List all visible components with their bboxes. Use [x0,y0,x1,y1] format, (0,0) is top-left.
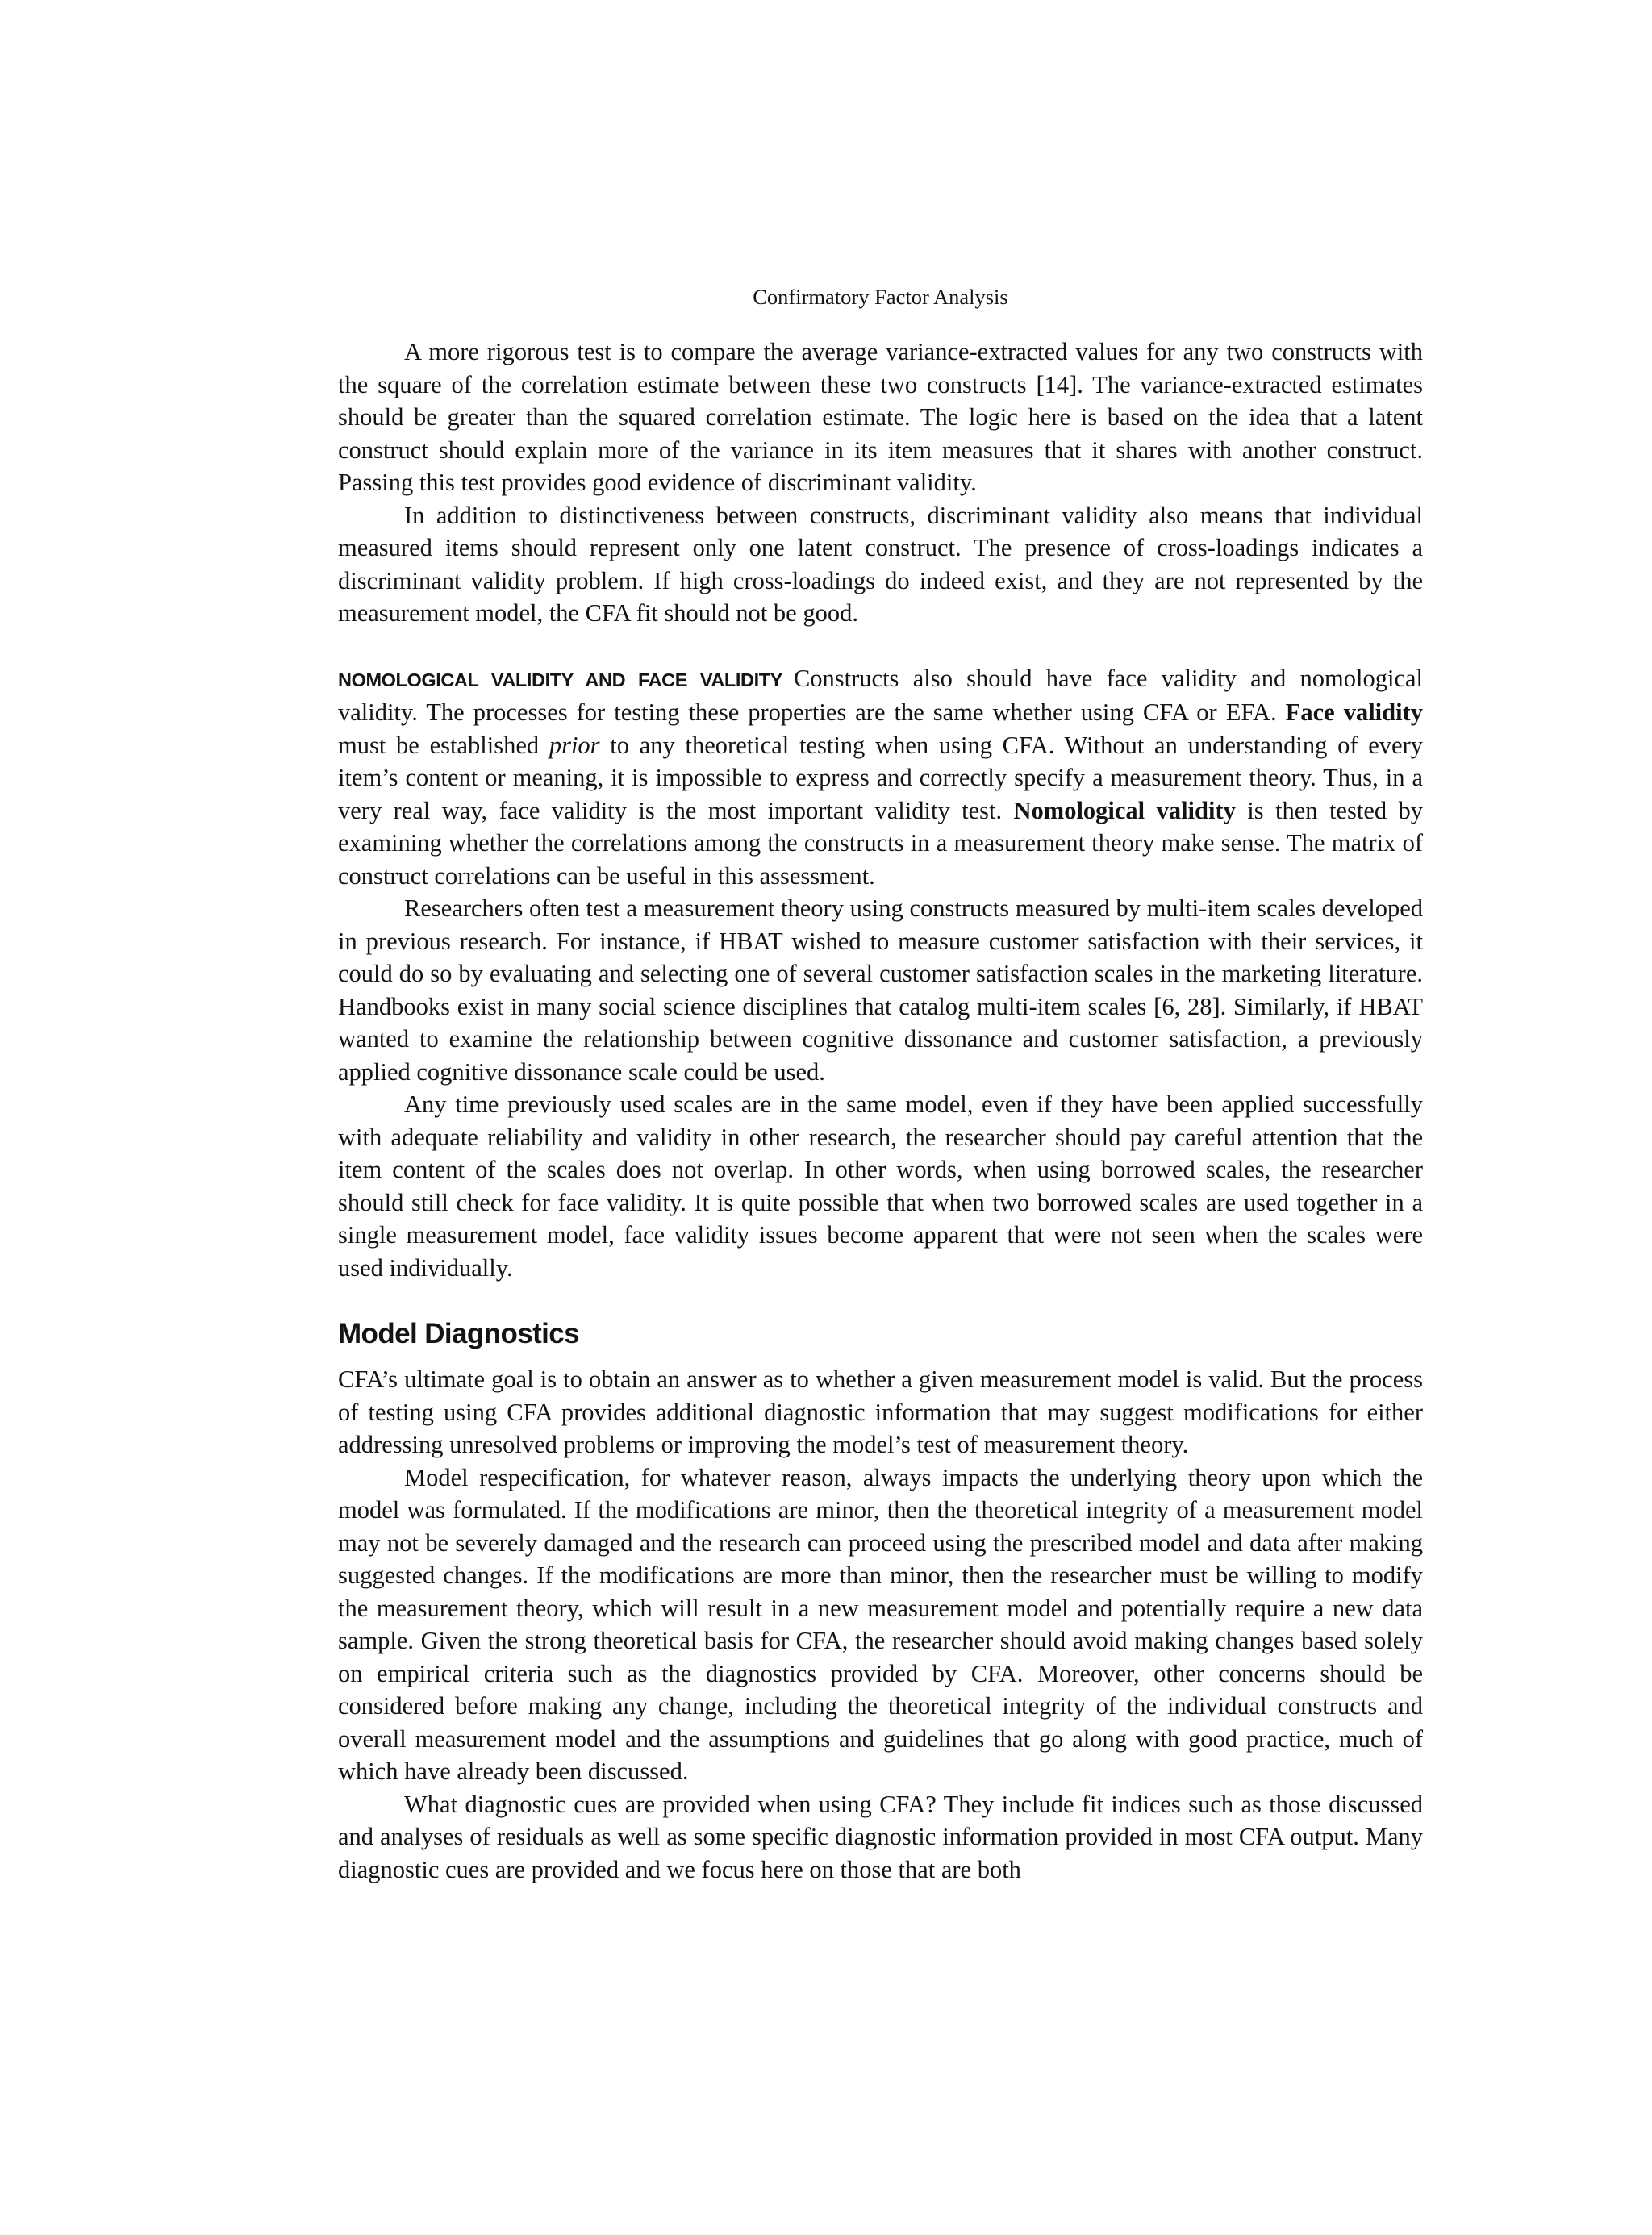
text-span: to any theoretical testing when using CFA. Without an understanding of every item’s content or meaning, it is impossible to express and correctly specify a measurement theory. Thus, in a very real way, face validity is the most important validity test. [338,731,1423,824]
term-nomological-validity: Nomological validity [1013,796,1236,824]
text-span: must be established [338,731,549,759]
body-text [338,336,1423,1886]
paragraph-borrowed-scales: Researchers often test a measurement theory using constructs measured by multi-item scales developed in previous research. For instance, if HBAT wished to measure customer satisfaction with their services, it could do so by evaluating and selecting one of several customer satisfaction scales in the marketing literature. Handbooks exist in many social science disciplines that catalog multi-item scales [6, 28]. Similarly, if HBAT wanted to examine the relationship between cognitive dissonance and customer satisfaction, a previously applied cognitive dissonance scale could be used. [338,894,1423,1086]
term-face-validity: Face validity [1285,698,1423,726]
paragraph-variance-extracted: A more rigorous test is to compare the average variance-extracted values for any two constructs with the square of the correlation estimate between these two constructs [14]. The variance-extracted estimates should be greater than the squared correlation estimate. The logic here is based on the idea that a latent construct should explain more of the variance in its item measures that it shares with another construct. Passing this test provides good evidence of discriminant validity. [338,338,1423,496]
section-heading: Model Diagnostics [338,1318,580,1349]
emphasis-prior: prior [549,731,600,759]
paragraph-diagnostic-cues: What diagnostic cues are provided when using CFA? They include fit indices such as those discussed and analyses of residuals as well as some specific diagnostic information provided in most CFA output. Many diagnostic cues are provided and we focus here on those that are both [338,1790,1423,1883]
paragraph-scale-overlap: Any time previously used scales are in the same model, even if they have been applied successfully with adequate reliability and validity in other research, the researcher should pay careful attention that the item content of the scales does not overlap. In other words, when using borrowed scales, the researcher should still check for face validity. It is quite possible that when two borrowed scales are used together in a single measurement model, face validity issues become apparent that were not seen when the scales were used individually. [338,1090,1423,1282]
paragraph-nomological-face-validity [338,662,1423,893]
paragraph-respecification: Model respecification, for whatever reason, always impacts the underlying theory upon which the model was formulated. If the modifications are minor, then the theoretical integrity of a measurement model may not be severely damaged and the research can proceed using the prescribed model and data after making suggested changes. If the modifications are more than minor, then the researcher must be willing to modify the measurement theory, which will result in a new measurement model and potentially require a new data sample. Given the strong theoretical basis for CFA, the researcher should avoid making changes based solely on empirical criteria such as the diagnostics provided by CFA. Moreover, other concerns should be considered before making any change, including the theoretical integrity of the individual constructs and overall measurement model and the assumptions and guidelines that go along with good practice, much of which have already been discussed. [338,1463,1423,1785]
paragraph-cross-loadings: In addition to distinctiveness between constructs, discriminant validity also means that individual measured items should represent only one latent construct. The presence of cross-loadings indicates a discriminant validity problem. If high cross-loadings do indeed exist, and they are not represented by the measurement model, the CFA fit should not be good. [338,501,1423,627]
text-span: Constructs also should have face validity and nomological validity. The processes for testing these properties are the same whether using CFA or EFA. [338,664,1423,726]
paragraph-cfa-goal: CFA’s ultimate goal is to obtain an answer as to whether a given measurement model is valid. But the process of testing using CFA provides additional diagnostic information that may suggest modifications for either addressing unresolved problems or improving the model’s test of measurement theory. [338,1366,1423,1458]
running-head: Confirmatory Factor Analysis [753,285,1008,309]
runin-heading: NOMOLOGICAL VALIDITY AND FACE VALIDITY [338,669,782,690]
text-span: is then tested by examining whether the correlations among the constructs in a measurement theory make sense. The matrix of construct correlations can be useful in this assessment. [338,796,1424,890]
